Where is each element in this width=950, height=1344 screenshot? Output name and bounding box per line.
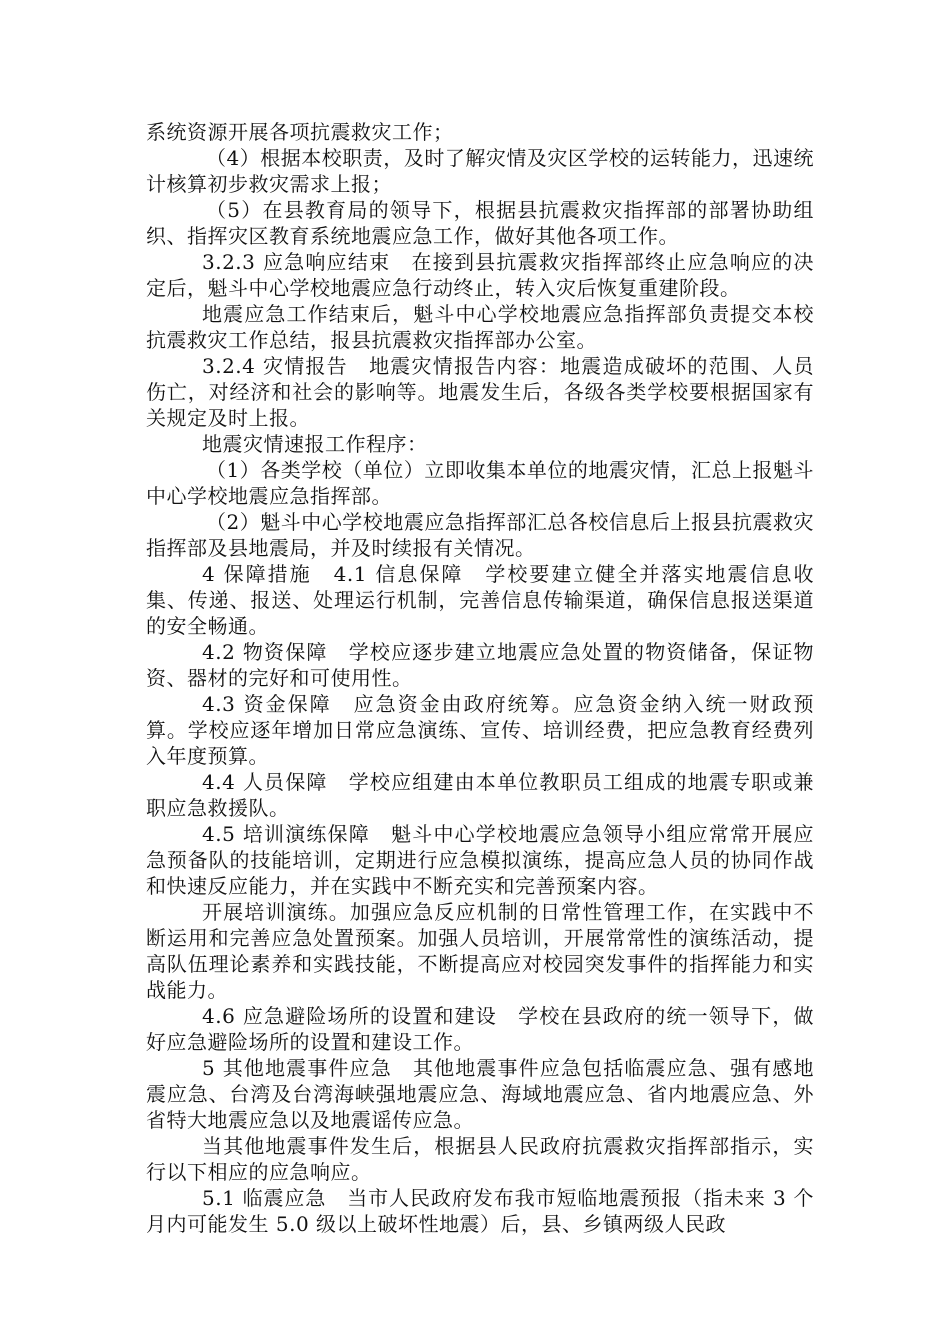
paragraph-8: （1）各类学校（单位）立即收集本单位的地震灾情，汇总上报魁斗中心学校地震应急指挥部。	[146, 458, 814, 508]
paragraph-5: 地震应急工作结束后，魁斗中心学校地震应急指挥部负责提交本校抗震救灾工作总结，报县抗震救灾指挥部办公室。	[146, 302, 814, 352]
paragraph-1: 系统资源开展各项抗震救灾工作；	[146, 120, 454, 144]
paragraph-6: 3.2.4 灾情报告 地震灾情报告内容：地震造成破坏的范围、人员伤亡，对经济和社会的影响等。地震发生后，各级各类学校要根据国家有关规定及时上报。	[146, 354, 814, 430]
paragraph-19: 5.1 临震应急 当市人民政府发布我市短临地震预报（指未来 3 个月内可能发生 5.0 级以上破坏性地震）后，县、乡镇两级人民政	[146, 1186, 814, 1236]
paragraph-4: 3.2.3 应急响应结束 在接到县抗震救灾指挥部终止应急响应的决定后，魁斗中心学校地震应急行动终止，转入灾后恢复重建阶段。	[146, 250, 814, 300]
paragraph-7: 地震灾情速报工作程序：	[202, 432, 428, 456]
paragraph-18: 当其他地震事件发生后，根据县人民政府抗震救灾指挥部指示，实行以下相应的应急响应。	[146, 1134, 814, 1184]
paragraph-3: （5）在县教育局的领导下，根据县抗震救灾指挥部的部署协助组织、指挥灾区教育系统地震应急工作，做好其他各项工作。	[146, 198, 814, 248]
paragraph-17: 5 其他地震事件应急 其他地震事件应急包括临震应急、强有感地震应急、台湾及台湾海峡强地震应急、海域地震应急、省内地震应急、外省特大地震应急以及地震谣传应急。	[146, 1056, 814, 1132]
paragraph-13: 4.4 人员保障 学校应组建由本单位教职员工组成的地震专职或兼职应急救援队。	[146, 770, 814, 820]
paragraph-12: 4.3 资金保障 应急资金由政府统筹。应急资金纳入统一财政预算。学校应逐年增加日常应急演练、宣传、培训经费，把应急教育经费列入年度预算。	[146, 692, 814, 768]
paragraph-11: 4.2 物资保障 学校应逐步建立地震应急处置的物资储备，保证物资、器材的完好和可使用性。	[146, 640, 814, 690]
document-body	[146, 119, 814, 1237]
paragraph-14: 4.5 培训演练保障 魁斗中心学校地震应急领导小组应常常开展应急预备队的技能培训，定期进行应急模拟演练，提高应急人员的协同作战和快速反应能力，并在实践中不断充实和完善预案内容。	[146, 822, 814, 898]
paragraph-2: （4）根据本校职责，及时了解灾情及灾区学校的运转能力，迅速统计核算初步救灾需求上报；	[146, 146, 814, 196]
paragraph-16: 4.6 应急避险场所的设置和建设 学校在县政府的统一领导下，做好应急避险场所的设置和建设工作。	[146, 1004, 814, 1054]
paragraph-9: （2）魁斗中心学校地震应急指挥部汇总各校信息后上报县抗震救灾指挥部及县地震局，并及时续报有关情况。	[146, 510, 814, 560]
paragraph-10: 4 保障措施 4.1 信息保障 学校要建立健全并落实地震信息收集、传递、报送、处理运行机制，完善信息传输渠道，确保信息报送渠道的安全畅通。	[146, 562, 814, 638]
paragraph-15: 开展培训演练。加强应急反应机制的日常性管理工作，在实践中不断运用和完善应急处置预案。加强人员培训，开展常常性的演练活动，提高队伍理论素养和实践技能，不断提高应对校园突发事件的指挥能力和实战能力。	[146, 900, 814, 1002]
